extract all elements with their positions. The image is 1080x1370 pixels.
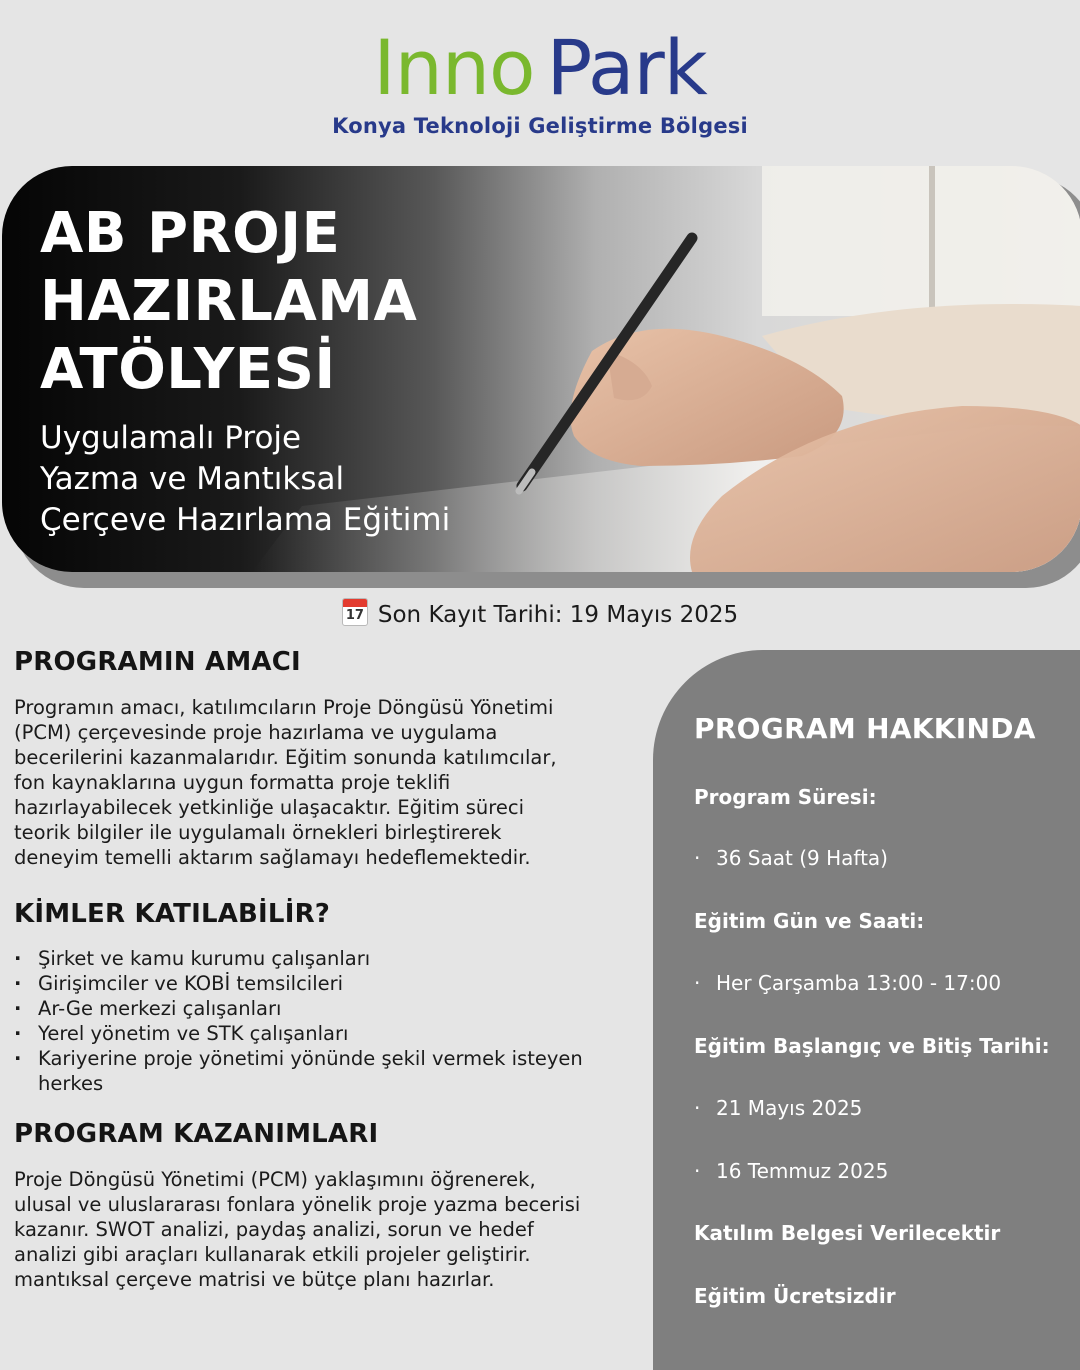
end-date <box>694 1159 888 1183</box>
purpose-line: becerilerini kazanmalarıdır. Eğitim sonunda katılımcılar, <box>14 746 557 769</box>
audience-list <box>14 946 654 1096</box>
purpose-line: teorik bilgiler ile uygulamalı örnekleri birleştirerek <box>14 821 502 844</box>
outcomes-heading: PROGRAM KAZANIMLARI <box>14 1119 379 1149</box>
hero-subtitle-line: Uygulamalı Proje <box>40 420 302 456</box>
purpose-line: fon kaynaklarına uygun formatta proje teklifi <box>14 771 451 794</box>
program-info-panel <box>653 650 1080 1370</box>
end-date-text: 16 Temmuz 2025 <box>716 1159 889 1183</box>
purpose-line: Programın amacı, katılımcıların Proje Döngüsü Yönetimi <box>14 696 554 719</box>
purpose-line: hazırlayabilecek yetkinliğe ulaşacaktır. Eğitim süreci <box>14 796 525 819</box>
bullet-icon: · <box>694 846 701 870</box>
fee-note: Eğitim Ücretsizdir <box>694 1284 896 1308</box>
outcomes-line: mantıksal çerçeve matrisi ve bütçe planı hazırlar. <box>14 1268 495 1291</box>
logo-park-text: Park <box>546 23 707 112</box>
audience-item: · Şirket ve kamu kurumu çalışanları <box>14 946 654 971</box>
hero-title-line: AB PROJE <box>40 201 341 266</box>
outcomes-line: ulusal ve uluslararası fonlara yönelik proje yazma becerisi <box>14 1193 581 1216</box>
calendar-icon-day: 17 <box>345 608 364 623</box>
logo-wordmark <box>0 23 1080 112</box>
duration-value <box>694 846 888 870</box>
audience-item: · Ar-Ge merkezi çalışanları <box>14 996 654 1021</box>
audience-item-continued: herkes <box>38 1072 104 1095</box>
hero-subtitle-line: Çerçeve Hazırlama Eğitimi <box>40 502 451 538</box>
dates-label: Eğitim Başlangıç ve Bitiş Tarihi: <box>694 1034 1050 1058</box>
purpose-line: deneyim temelli aktarım sağlamayı hedeflemektedir. <box>14 846 531 869</box>
deadline-text: Son Kayıt Tarihi: 19 Mayıs 2025 <box>377 602 739 628</box>
about-title: PROGRAM HAKKINDA <box>694 712 1036 745</box>
bullet-icon: · <box>694 1159 701 1183</box>
schedule-value <box>694 971 1001 995</box>
hero-title <box>40 200 560 404</box>
bullet-icon: · <box>694 1096 701 1120</box>
bullet-icon: · <box>694 971 701 995</box>
audience-item: · Kariyerine proje yönetimi yönünde şekil vermek isteyen <box>14 1046 654 1071</box>
duration-text: 36 Saat (9 Hafta) <box>716 846 888 870</box>
audience-item: · Yerel yönetim ve STK çalışanları <box>14 1021 654 1046</box>
purpose-text <box>14 695 644 870</box>
logo-subtitle: Konya Teknoloji Geliştirme Bölgesi <box>332 114 748 138</box>
calendar-icon-header <box>343 599 367 607</box>
hero-subtitle-line: Yazma ve Mantıksal <box>40 461 345 497</box>
start-date <box>694 1096 862 1120</box>
outcomes-line: kazanır. SWOT analizi, paydaş analizi, sorun ve hedef <box>14 1218 534 1241</box>
hero-banner <box>2 166 1080 572</box>
outcomes-line: analizi gibi araçları kullanarak etkili projeler geliştirir. <box>14 1243 531 1266</box>
schedule-text: Her Çarşamba 13:00 - 17:00 <box>716 971 1002 995</box>
calendar-icon <box>342 598 368 626</box>
hero-title-line: ATÖLYESİ <box>40 337 336 402</box>
outcomes-text <box>14 1167 644 1292</box>
audience-heading: KİMLER KATILABİLİR? <box>14 899 331 929</box>
duration-label: Program Süresi: <box>694 785 877 809</box>
registration-deadline <box>0 598 1080 628</box>
purpose-line: (PCM) çerçevesinde proje hazırlama ve uygulama <box>14 721 498 744</box>
hero-subtitle <box>40 418 560 541</box>
outcomes-line: Proje Döngüsü Yönetimi (PCM) yaklaşımını öğrenerek, <box>14 1168 536 1191</box>
logo-inno-text: Inno <box>373 23 535 112</box>
certificate-note: Katılım Belgesi Verilecektir <box>694 1221 1001 1245</box>
window-light <box>762 166 1080 316</box>
innopark-logo <box>0 23 1080 138</box>
purpose-heading: PROGRAMIN AMACI <box>14 647 301 677</box>
schedule-label: Eğitim Gün ve Saati: <box>694 909 925 933</box>
start-date-text: 21 Mayıs 2025 <box>716 1096 863 1120</box>
hero-title-line: HAZIRLAMA <box>40 269 418 334</box>
audience-item: · Girişimciler ve KOBİ temsilcileri <box>14 971 654 996</box>
